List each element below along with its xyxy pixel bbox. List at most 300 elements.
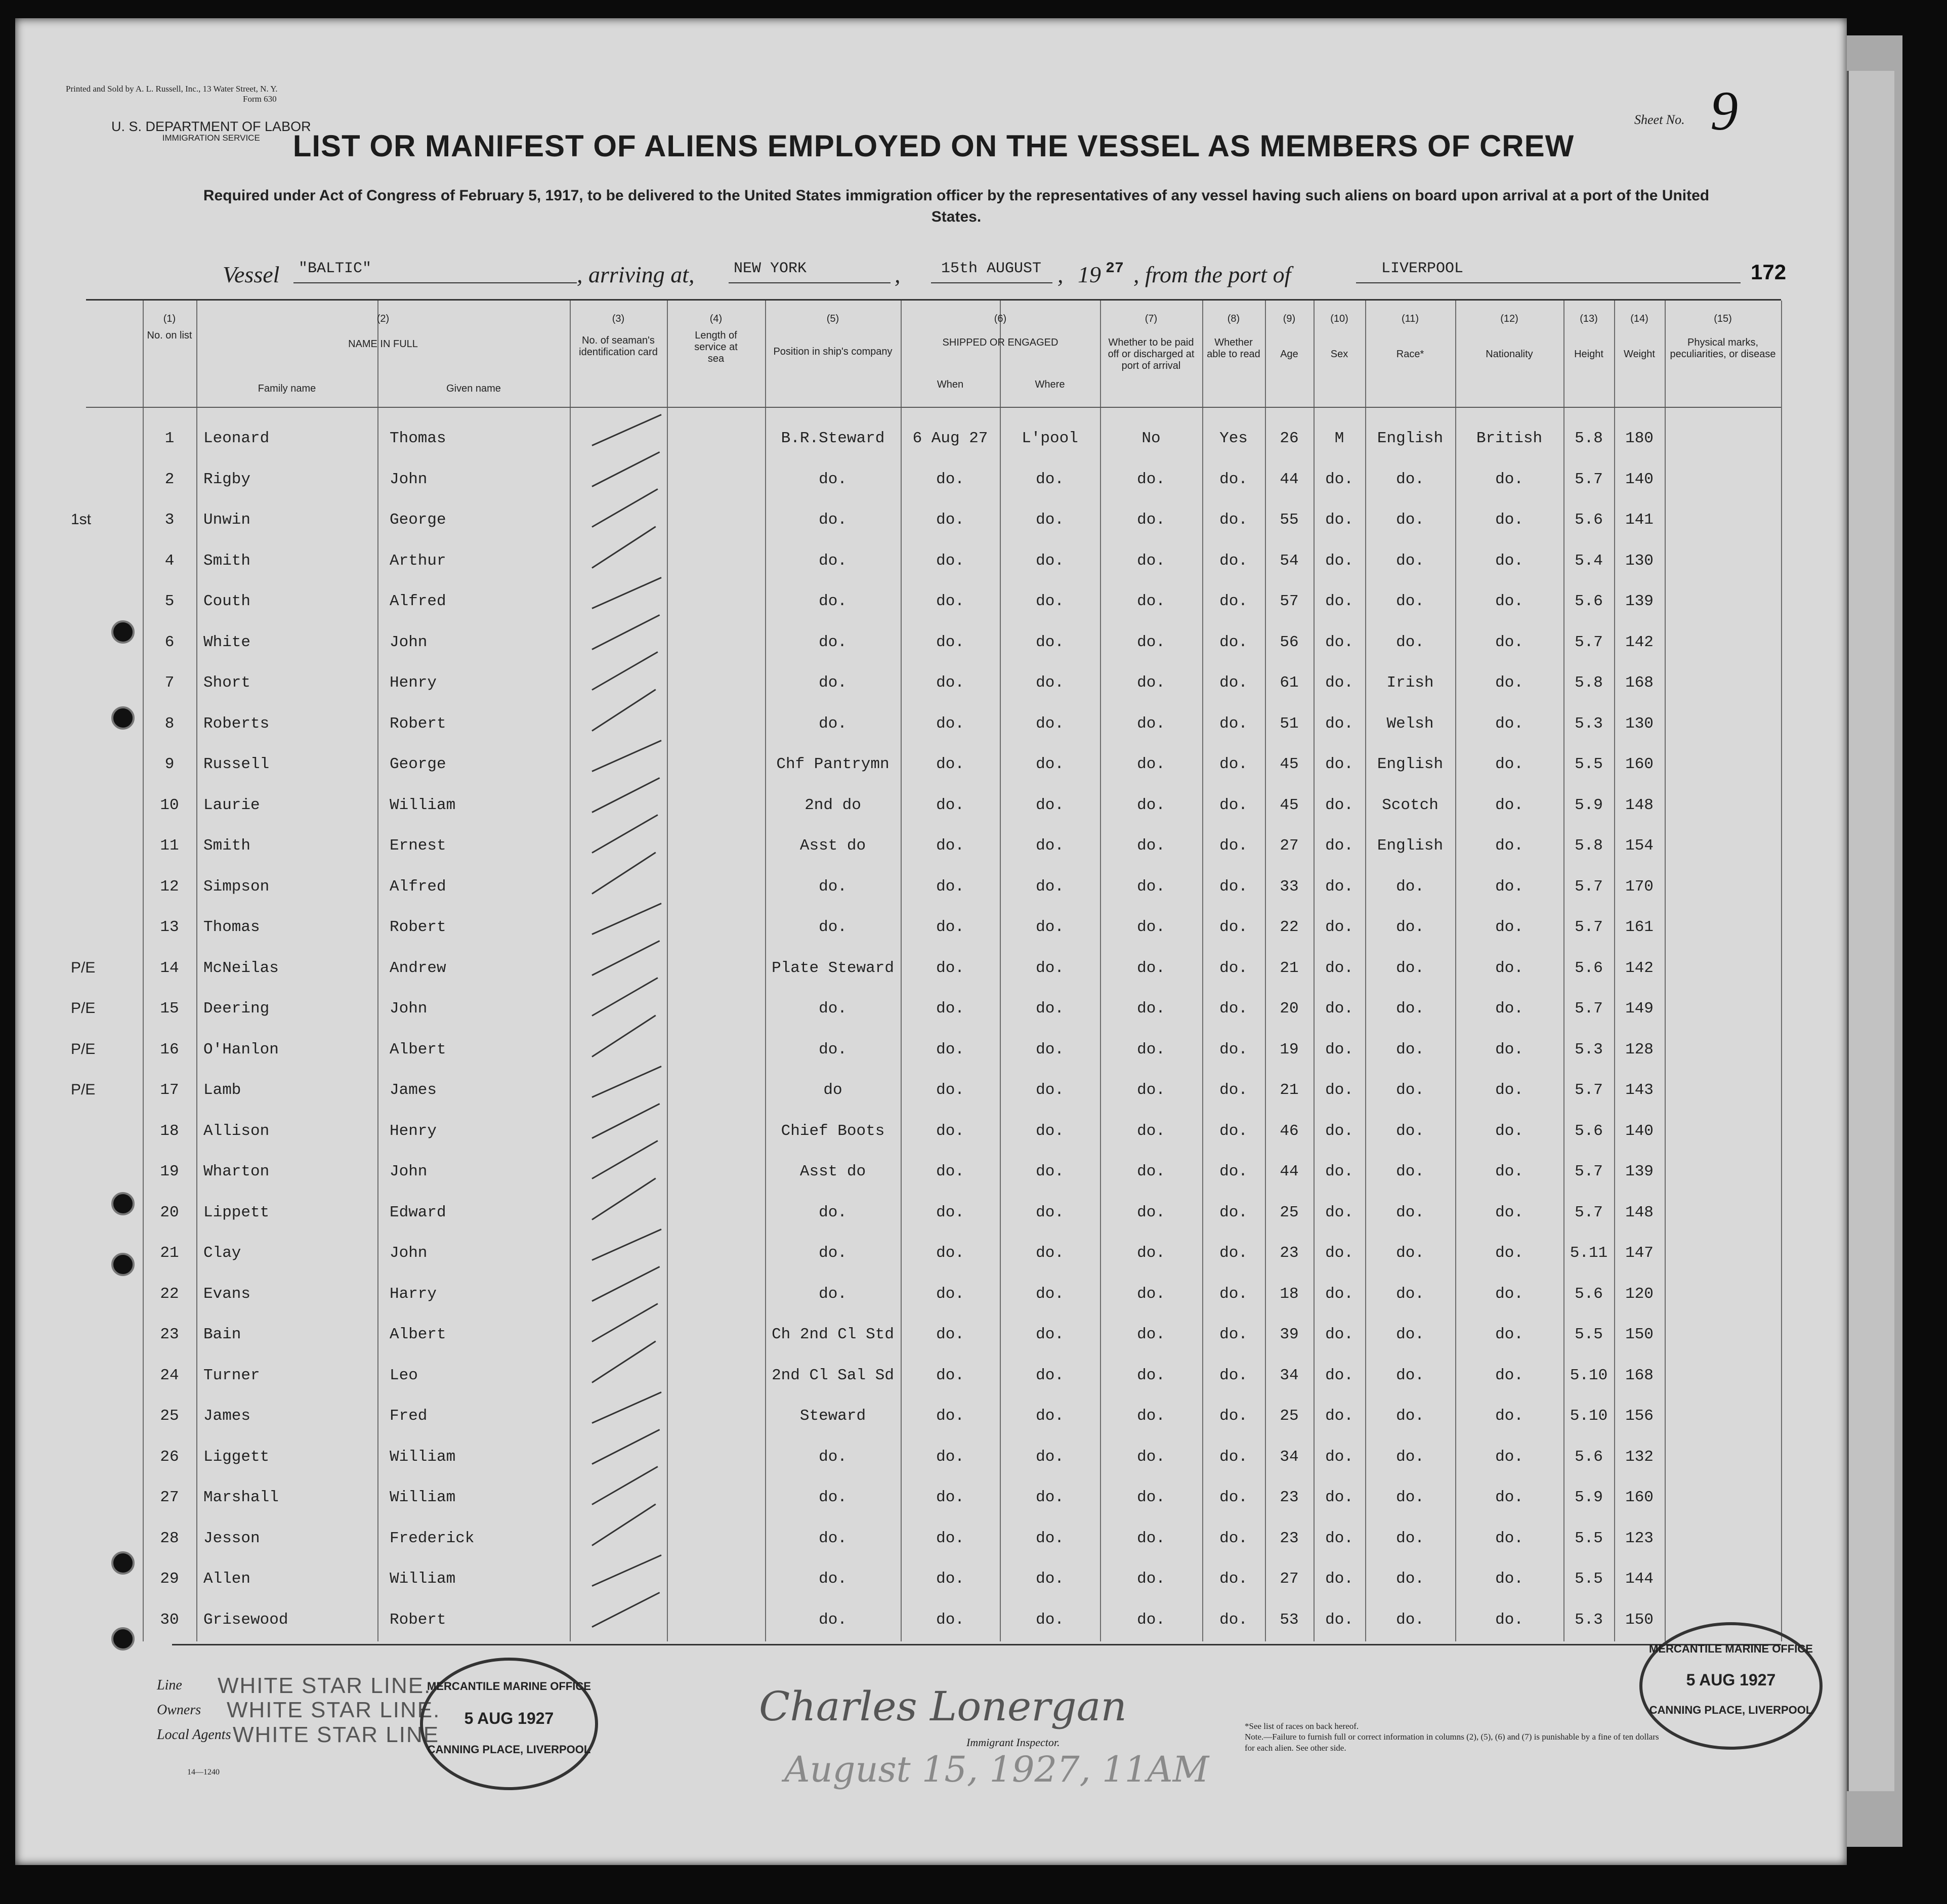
age: 20 bbox=[1280, 1000, 1299, 1018]
weight: 170 bbox=[1625, 877, 1654, 896]
given-name: John bbox=[390, 633, 428, 651]
position: do. bbox=[819, 511, 847, 529]
shipped-when: do. bbox=[936, 837, 964, 855]
height: 5.3 bbox=[1575, 714, 1603, 733]
weight: 149 bbox=[1625, 1000, 1654, 1018]
row-note: P/E bbox=[71, 1040, 96, 1057]
race: do. bbox=[1396, 511, 1424, 529]
given-name: George bbox=[390, 755, 446, 773]
id-card-check-mark bbox=[591, 1140, 658, 1179]
row-number: 2 bbox=[164, 470, 175, 488]
family-name: James bbox=[203, 1407, 251, 1425]
able-to-read: do. bbox=[1219, 796, 1248, 814]
col12-header: Nationality bbox=[1486, 349, 1533, 360]
col6-header: SHIPPED OR ENGAGED bbox=[942, 337, 1059, 348]
stamp-top-text-right: MERCANTILE MARINE OFFICE bbox=[1649, 1642, 1813, 1655]
height: 5.8 bbox=[1575, 430, 1603, 447]
able-to-read: do. bbox=[1219, 552, 1248, 570]
shipped-where: do. bbox=[1036, 1366, 1064, 1384]
shipped-where: do. bbox=[1036, 877, 1064, 896]
id-card-check-mark bbox=[591, 414, 661, 446]
given-name: Henry bbox=[390, 674, 437, 692]
nationality: do. bbox=[1495, 877, 1523, 896]
height: 5.5 bbox=[1575, 1326, 1603, 1343]
family-name: Grisewood bbox=[203, 1611, 288, 1629]
position: Plate Steward bbox=[772, 959, 894, 977]
vessel-underline bbox=[293, 282, 577, 283]
form-code: 14—1240 bbox=[187, 1768, 220, 1776]
race: Welsh bbox=[1386, 714, 1434, 733]
able-to-read: do. bbox=[1219, 714, 1248, 733]
id-card-check-mark bbox=[591, 488, 658, 528]
position: do. bbox=[819, 1203, 847, 1221]
age: 56 bbox=[1280, 633, 1299, 651]
weight: 147 bbox=[1625, 1244, 1654, 1262]
col3-number: (3) bbox=[612, 313, 625, 324]
given-name: Fred bbox=[390, 1407, 428, 1425]
nationality: do. bbox=[1495, 755, 1523, 773]
height: 5.11 bbox=[1570, 1244, 1608, 1262]
race: do. bbox=[1396, 1611, 1424, 1629]
header-rule bbox=[86, 407, 1781, 408]
nationality: do. bbox=[1495, 1000, 1523, 1018]
row-number: 21 bbox=[160, 1244, 179, 1262]
sex: do. bbox=[1325, 796, 1353, 814]
stamp-bottom-text-right: CANNING PLACE, LIVERPOOL bbox=[1649, 1704, 1813, 1716]
age: 61 bbox=[1280, 674, 1299, 692]
position: Asst do bbox=[799, 1163, 866, 1180]
col7-number: (7) bbox=[1145, 313, 1158, 324]
owners-value: WHITE STAR LINE. bbox=[227, 1698, 441, 1723]
date-underline bbox=[931, 282, 1052, 283]
race: English bbox=[1377, 430, 1444, 447]
row-number: 3 bbox=[164, 511, 175, 529]
shipped-where: do. bbox=[1036, 1407, 1064, 1425]
stamp-top-text: MERCANTILE MARINE OFFICE bbox=[427, 1680, 591, 1693]
position: do. bbox=[819, 1285, 847, 1303]
position: do. bbox=[819, 593, 847, 610]
row-note: P/E bbox=[71, 1081, 96, 1098]
shipped-when: do. bbox=[936, 1000, 964, 1018]
height: 5.6 bbox=[1575, 1285, 1603, 1303]
col15-header: Physical marks, peculiarities, or disease bbox=[1670, 337, 1776, 360]
able-to-read: do. bbox=[1219, 1081, 1248, 1099]
race: do. bbox=[1396, 1285, 1424, 1303]
sex: do. bbox=[1325, 1244, 1353, 1262]
weight: 142 bbox=[1625, 633, 1654, 651]
paid-off: do. bbox=[1137, 1244, 1165, 1262]
position: do. bbox=[819, 918, 847, 936]
weight: 139 bbox=[1625, 593, 1654, 610]
weight: 160 bbox=[1625, 755, 1654, 773]
col4-header: Length of service at sea bbox=[694, 330, 738, 364]
race: English bbox=[1377, 837, 1444, 855]
col6a-header: When bbox=[937, 379, 964, 390]
shipped-where: do. bbox=[1036, 918, 1064, 936]
given-name: John bbox=[390, 1163, 428, 1180]
race: do. bbox=[1396, 877, 1424, 896]
nationality: do. bbox=[1495, 1448, 1523, 1466]
age: 21 bbox=[1280, 959, 1299, 977]
age: 26 bbox=[1280, 430, 1299, 447]
age: 23 bbox=[1280, 1244, 1299, 1262]
nationality: do. bbox=[1495, 714, 1523, 733]
able-to-read: do. bbox=[1219, 1285, 1248, 1303]
id-card-check-mark bbox=[591, 651, 658, 691]
binder-hole bbox=[111, 1627, 135, 1651]
nationality: do. bbox=[1495, 1326, 1523, 1343]
age: 34 bbox=[1280, 1448, 1299, 1466]
position: Asst do bbox=[799, 837, 866, 855]
id-card-check-mark bbox=[591, 1391, 661, 1424]
able-to-read: do. bbox=[1219, 674, 1248, 692]
position: do. bbox=[819, 552, 847, 570]
given-name: Edward bbox=[390, 1203, 446, 1221]
row-number: 5 bbox=[164, 593, 175, 610]
height: 5.3 bbox=[1575, 1611, 1603, 1629]
stamp-date: 5 AUG 1927 bbox=[464, 1709, 554, 1727]
col10-header: Sex bbox=[1330, 349, 1348, 360]
given-name: William bbox=[390, 1489, 456, 1506]
able-to-read: do. bbox=[1219, 877, 1248, 896]
col12-number: (12) bbox=[1500, 313, 1518, 324]
row-number: 15 bbox=[160, 1000, 179, 1018]
race: do. bbox=[1396, 1000, 1424, 1018]
shipped-when: do. bbox=[936, 593, 964, 610]
able-to-read: do. bbox=[1219, 1366, 1248, 1384]
line-stamps bbox=[218, 1674, 440, 1747]
position: 2nd do bbox=[805, 796, 861, 814]
weight: 148 bbox=[1625, 796, 1654, 814]
shipped-where: do. bbox=[1036, 1489, 1064, 1506]
paid-off: do. bbox=[1137, 877, 1165, 896]
race: do. bbox=[1396, 470, 1424, 488]
col9-header: Age bbox=[1280, 349, 1298, 360]
family-name: Lamb bbox=[203, 1081, 241, 1099]
row-number: 18 bbox=[160, 1122, 179, 1140]
col7-header: Whether to be paid off or discharged at port of arrival bbox=[1108, 337, 1195, 371]
race: do. bbox=[1396, 1366, 1424, 1384]
paid-off: do. bbox=[1137, 714, 1165, 733]
row-note: P/E bbox=[71, 1000, 96, 1017]
shipped-when: do. bbox=[936, 1366, 964, 1384]
form-number: Form 630 bbox=[243, 94, 277, 104]
able-to-read: do. bbox=[1219, 1244, 1248, 1262]
id-card-check-mark bbox=[591, 940, 660, 976]
col2-header: NAME IN FULL bbox=[348, 339, 418, 350]
height: 5.7 bbox=[1575, 918, 1603, 936]
age: 25 bbox=[1280, 1407, 1299, 1425]
nationality: do. bbox=[1495, 1081, 1523, 1099]
from-port: LIVERPOOL bbox=[1381, 260, 1464, 277]
family-name: Lippett bbox=[203, 1203, 270, 1221]
able-to-read: do. bbox=[1219, 1448, 1248, 1466]
id-card-check-mark bbox=[591, 977, 658, 1017]
row-number: 13 bbox=[160, 918, 179, 936]
vessel-label: Vessel bbox=[223, 262, 280, 287]
race: do. bbox=[1396, 633, 1424, 651]
race: do. bbox=[1396, 1529, 1424, 1547]
shipped-where: L'pool bbox=[1022, 430, 1078, 447]
port-underline bbox=[729, 282, 891, 283]
id-card-check-mark bbox=[591, 1466, 658, 1505]
row-number: 28 bbox=[160, 1529, 179, 1547]
id-card-check-mark bbox=[591, 903, 661, 935]
shipped-where: do. bbox=[1036, 1326, 1064, 1343]
id-card-check-mark bbox=[591, 1266, 660, 1302]
able-to-read: do. bbox=[1219, 511, 1248, 529]
binder-hole bbox=[111, 620, 135, 644]
race: do. bbox=[1396, 1244, 1424, 1262]
family-name: McNeilas bbox=[203, 959, 279, 977]
paid-off: do. bbox=[1137, 1407, 1165, 1425]
weight: 132 bbox=[1625, 1448, 1654, 1466]
col1-number: (1) bbox=[163, 313, 176, 324]
col5-header: Position in ship's company bbox=[773, 346, 893, 357]
age: 25 bbox=[1280, 1203, 1299, 1221]
row-number: 30 bbox=[160, 1611, 179, 1629]
col14-header: Weight bbox=[1624, 349, 1655, 360]
col2b-header: Given name bbox=[446, 383, 501, 394]
family-name: Laurie bbox=[203, 796, 260, 814]
given-name: Henry bbox=[390, 1122, 437, 1140]
race: do. bbox=[1396, 1489, 1424, 1506]
nationality: do. bbox=[1495, 633, 1523, 651]
sex: do. bbox=[1325, 511, 1353, 529]
id-card-check-mark bbox=[591, 689, 656, 731]
height: 5.5 bbox=[1575, 1529, 1603, 1547]
position: do. bbox=[819, 1448, 847, 1466]
shipped-when: do. bbox=[936, 1122, 964, 1140]
shipped-where: do. bbox=[1036, 1203, 1064, 1221]
paid-off: do. bbox=[1137, 1203, 1165, 1221]
vessel-name: "BALTIC" bbox=[299, 260, 372, 277]
age: 55 bbox=[1280, 511, 1299, 529]
position: B.R.Steward bbox=[781, 430, 885, 447]
given-name: Albert bbox=[390, 1040, 446, 1059]
position: do. bbox=[819, 633, 847, 651]
position: do bbox=[823, 1081, 842, 1099]
nationality: do. bbox=[1495, 837, 1523, 855]
position: Ch 2nd Cl Std bbox=[772, 1326, 894, 1343]
shipped-where: do. bbox=[1036, 796, 1064, 814]
given-name: Robert bbox=[390, 1611, 446, 1629]
age: 39 bbox=[1280, 1326, 1299, 1343]
paid-off: do. bbox=[1137, 959, 1165, 977]
weight: 123 bbox=[1625, 1529, 1654, 1547]
shipped-where: do. bbox=[1036, 470, 1064, 488]
shipped-when: do. bbox=[936, 511, 964, 529]
paid-off: do. bbox=[1137, 918, 1165, 936]
able-to-read: do. bbox=[1219, 918, 1248, 936]
nationality: do. bbox=[1495, 1040, 1523, 1059]
id-card-check-mark bbox=[591, 740, 661, 772]
family-name: Marshall bbox=[203, 1489, 279, 1506]
sex: do. bbox=[1325, 1407, 1353, 1425]
shipped-when: do. bbox=[936, 1326, 964, 1343]
nationality: do. bbox=[1495, 1203, 1523, 1221]
height: 5.7 bbox=[1575, 877, 1603, 896]
paid-off: do. bbox=[1137, 1163, 1165, 1180]
sex: do. bbox=[1325, 593, 1353, 610]
given-name: Thomas bbox=[390, 430, 446, 447]
height: 5.4 bbox=[1575, 552, 1603, 570]
height: 5.10 bbox=[1570, 1407, 1608, 1425]
weight: 130 bbox=[1625, 714, 1654, 733]
binder-hole bbox=[111, 1551, 135, 1575]
id-card-check-mark bbox=[591, 614, 660, 650]
age: 21 bbox=[1280, 1081, 1299, 1099]
shipped-where: do. bbox=[1036, 674, 1064, 692]
nationality: do. bbox=[1495, 918, 1523, 936]
agents-value: WHITE STAR LINE bbox=[233, 1722, 440, 1747]
nationality: do. bbox=[1495, 674, 1523, 692]
nationality: do. bbox=[1495, 1366, 1523, 1384]
paid-off: do. bbox=[1137, 1489, 1165, 1506]
shipped-where: do. bbox=[1036, 1122, 1064, 1140]
binder-hole bbox=[111, 706, 135, 730]
sex: do. bbox=[1325, 633, 1353, 651]
family-name: Smith bbox=[203, 552, 251, 570]
height: 5.6 bbox=[1575, 593, 1603, 610]
nationality: do. bbox=[1495, 959, 1523, 977]
sex: do. bbox=[1325, 1040, 1353, 1059]
sex: do. bbox=[1325, 1366, 1353, 1384]
row-number: 23 bbox=[160, 1326, 179, 1343]
given-name: Harry bbox=[390, 1285, 437, 1303]
given-name: Leo bbox=[390, 1366, 418, 1384]
family-name: Wharton bbox=[203, 1163, 270, 1180]
comma-sep: , bbox=[895, 262, 901, 287]
family-name: Allen bbox=[203, 1570, 251, 1588]
shipped-when: do. bbox=[936, 1489, 964, 1506]
paid-off: do. bbox=[1137, 674, 1165, 692]
height: 5.8 bbox=[1575, 674, 1603, 692]
race: do. bbox=[1396, 1122, 1424, 1140]
sex: do. bbox=[1325, 1529, 1353, 1547]
paid-off: do. bbox=[1137, 837, 1165, 855]
sex: do. bbox=[1325, 959, 1353, 977]
shipped-where: do. bbox=[1036, 1040, 1064, 1059]
height: 5.7 bbox=[1575, 1163, 1603, 1180]
col3-header: No. of seaman's identification card bbox=[579, 335, 658, 358]
race: do. bbox=[1396, 1081, 1424, 1099]
height: 5.8 bbox=[1575, 837, 1603, 855]
id-card-check-mark bbox=[591, 526, 656, 568]
weight: 120 bbox=[1625, 1285, 1654, 1303]
age: 53 bbox=[1280, 1611, 1299, 1629]
shipped-when: do. bbox=[936, 1611, 964, 1629]
height: 5.5 bbox=[1575, 1570, 1603, 1588]
shipped-when: do. bbox=[936, 470, 964, 488]
shipped-where: do. bbox=[1036, 1081, 1064, 1099]
id-card-check-mark bbox=[591, 1177, 656, 1220]
line-label: Line bbox=[157, 1677, 182, 1693]
line-value: WHITE STAR LINE. bbox=[218, 1673, 432, 1698]
id-card-check-mark bbox=[591, 1303, 658, 1342]
weight: 142 bbox=[1625, 959, 1654, 977]
row-number: 14 bbox=[160, 959, 179, 977]
given-name: Robert bbox=[390, 714, 446, 733]
age: 23 bbox=[1280, 1489, 1299, 1506]
position: do. bbox=[819, 674, 847, 692]
height: 5.6 bbox=[1575, 1122, 1603, 1140]
row-number: 19 bbox=[160, 1163, 179, 1180]
col4-number: (4) bbox=[709, 313, 723, 324]
height: 5.6 bbox=[1575, 511, 1603, 529]
position: Chf Pantrymn bbox=[776, 755, 890, 773]
nationality: do. bbox=[1495, 1122, 1523, 1140]
nationality: do. bbox=[1495, 1244, 1523, 1262]
height: 5.7 bbox=[1575, 470, 1603, 488]
able-to-read: do. bbox=[1219, 1570, 1248, 1588]
id-card-check-mark bbox=[591, 577, 661, 609]
weight: 160 bbox=[1625, 1489, 1654, 1506]
race: do. bbox=[1396, 1163, 1424, 1180]
able-to-read: do. bbox=[1219, 959, 1248, 977]
binder-hole bbox=[111, 1192, 135, 1215]
race: Irish bbox=[1386, 674, 1434, 692]
year-suffix: 27 bbox=[1106, 260, 1124, 277]
year-prefix: 19 bbox=[1078, 262, 1101, 287]
shipped-when: do. bbox=[936, 1244, 964, 1262]
weight: 128 bbox=[1625, 1040, 1654, 1059]
shipped-when: do. bbox=[936, 552, 964, 570]
height: 5.10 bbox=[1570, 1366, 1608, 1384]
paid-off: do. bbox=[1137, 1285, 1165, 1303]
col15-number: (15) bbox=[1714, 313, 1732, 324]
sex: M bbox=[1334, 430, 1344, 447]
row-number: 24 bbox=[160, 1366, 179, 1384]
family-name: Unwin bbox=[203, 511, 251, 529]
given-name: John bbox=[390, 1244, 428, 1262]
family-name: Simpson bbox=[203, 877, 270, 896]
able-to-read: Yes bbox=[1219, 430, 1248, 447]
age: 27 bbox=[1280, 1570, 1299, 1588]
height: 5.7 bbox=[1575, 1081, 1603, 1099]
able-to-read: do. bbox=[1219, 1163, 1248, 1180]
sex: do. bbox=[1325, 470, 1353, 488]
family-name: Leonard bbox=[203, 430, 270, 447]
paid-off: do. bbox=[1137, 1448, 1165, 1466]
age: 44 bbox=[1280, 1163, 1299, 1180]
shipped-when: do. bbox=[936, 755, 964, 773]
nationality: do. bbox=[1495, 1529, 1523, 1547]
given-name: Andrew bbox=[390, 959, 446, 977]
id-card-check-mark bbox=[591, 814, 658, 854]
shipped-where: do. bbox=[1036, 511, 1064, 529]
position: Chief Boots bbox=[781, 1122, 885, 1140]
given-name: George bbox=[390, 511, 446, 529]
from-label: , from the port of bbox=[1133, 262, 1291, 287]
crew-table bbox=[71, 299, 1781, 1641]
shipped-when: do. bbox=[936, 1203, 964, 1221]
sex: do. bbox=[1325, 552, 1353, 570]
given-name: William bbox=[390, 1570, 456, 1588]
shipped-when: do. bbox=[936, 877, 964, 896]
height: 5.6 bbox=[1575, 1448, 1603, 1466]
age: 33 bbox=[1280, 877, 1299, 896]
col1-header: No. on list bbox=[147, 330, 192, 341]
printer-imprint bbox=[66, 84, 278, 105]
position: do. bbox=[819, 1570, 847, 1588]
row-number: 29 bbox=[160, 1570, 179, 1588]
shipped-where: do. bbox=[1036, 714, 1064, 733]
row-number: 16 bbox=[160, 1040, 179, 1059]
given-name: Frederick bbox=[390, 1529, 475, 1547]
arrival-date: 15th AUGUST bbox=[941, 260, 1042, 277]
col9-number: (9) bbox=[1283, 313, 1296, 324]
